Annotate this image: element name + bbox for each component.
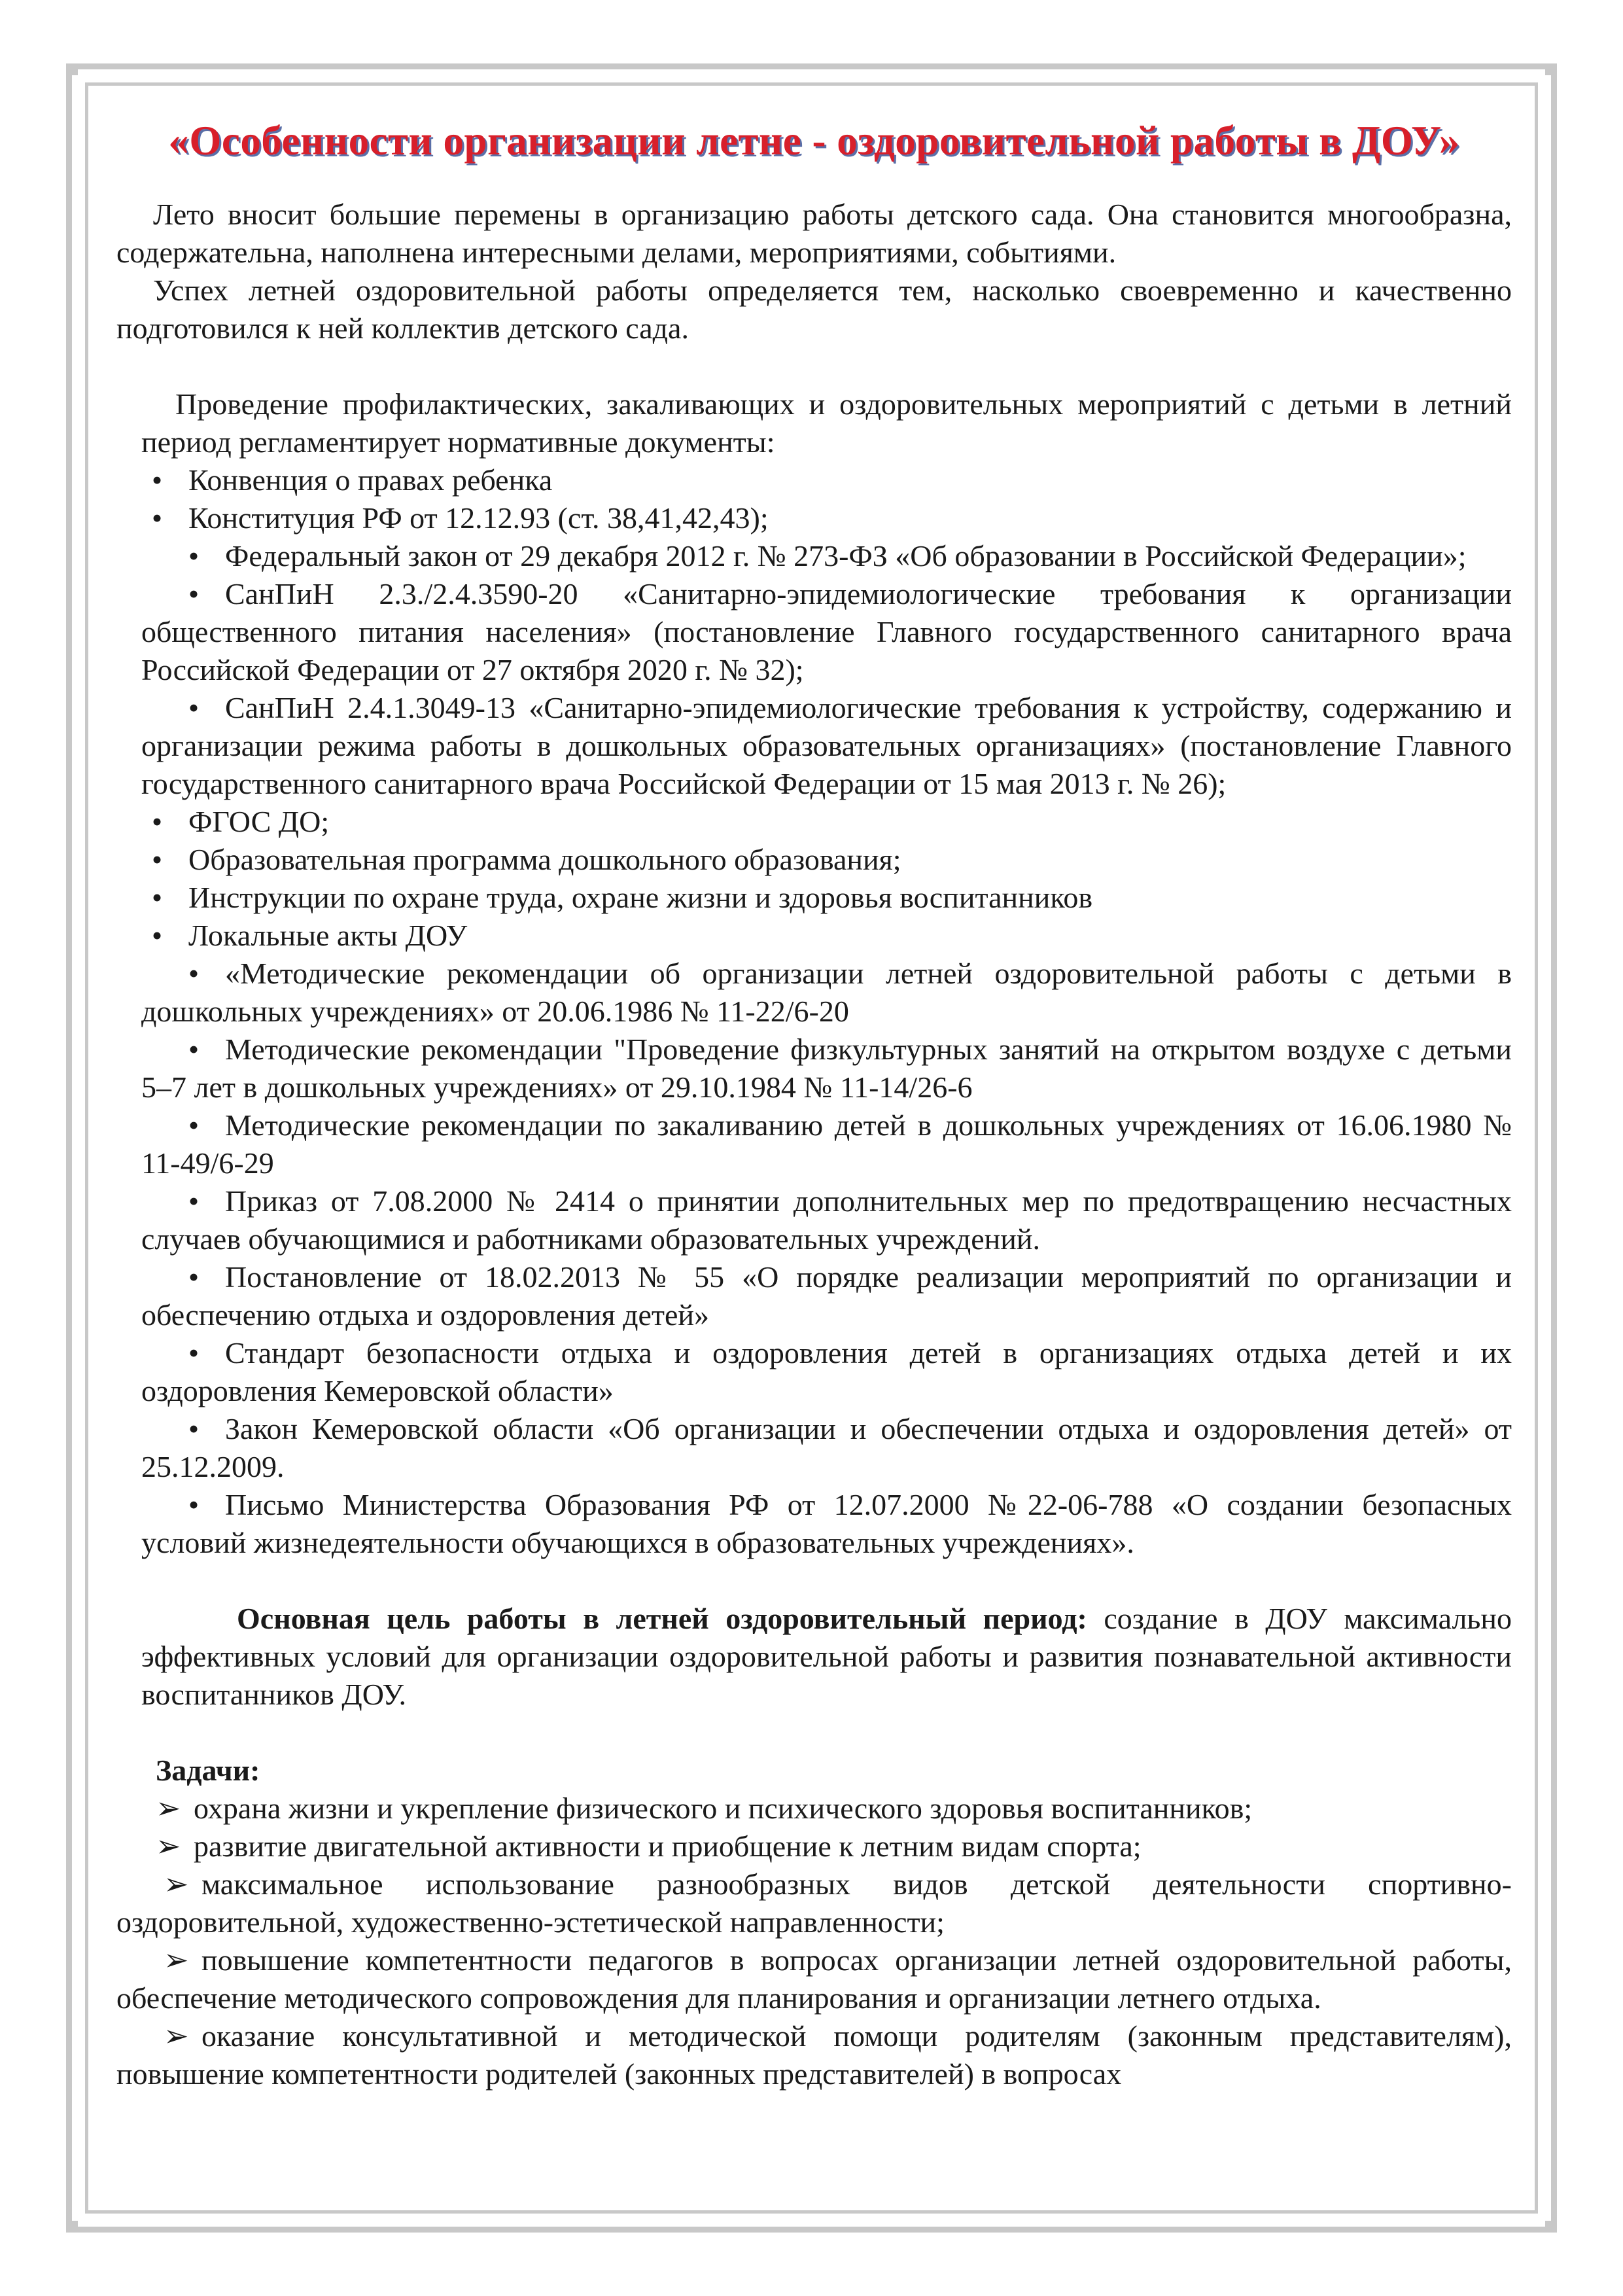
list-item: • Постановление от 18.02.2013 № 55 «О порядке реализации мероприятий по организации и обеспечению отдыха и оздоровления детей» xyxy=(116,1258,1512,1334)
list-item: • Образовательная программа дошкольного образования; xyxy=(116,841,1512,879)
document-title: «Особенности организации летне - оздоровительной работы в ДОУ» xyxy=(168,118,1460,164)
bullet-icon: • xyxy=(188,691,200,724)
documents-intro: Проведение профилактических, закаливающих и оздоровительных мероприятий с детьми в летний период регламентирует нормативные документы: xyxy=(141,387,1512,459)
tasks-heading: Задачи: xyxy=(156,1754,260,1787)
list-item: • Стандарт безопасности отдыха и оздоровления детей в организациях отдыха детей и их оздоровления Кемеровской области» xyxy=(116,1334,1512,1410)
list-item: • Локальные акты ДОУ xyxy=(116,917,1512,955)
bullet-icon: • xyxy=(188,957,200,990)
list-item: • Закон Кемеровской области «Об организации и обеспечении отдыха и оздоровления детей» от 25.12.2009. xyxy=(116,1410,1512,1486)
documents-list xyxy=(116,461,1512,1562)
arrow-bullet-icon: ➢ xyxy=(156,1792,181,1825)
list-item: ➢ охрана жизни и укрепление физического и психического здоровья воспитанников; xyxy=(116,1790,1512,1828)
intro-paragraph: Успех летней оздоровительной работы определяется тем, насколько своевременно и качественно подготовился к ней коллектив детского сада. xyxy=(116,274,1512,345)
bullet-icon: • xyxy=(152,919,163,952)
border-corner xyxy=(1545,63,1557,75)
list-item: ➢ оказание консультативной и методической помощи родителям (законным представителям), повышение компетентности родителей (законных представителей) в вопросах xyxy=(116,2017,1512,2093)
bullet-icon: • xyxy=(188,1260,200,1294)
border-corner xyxy=(66,63,78,75)
list-item: • Федеральный закон от 29 декабря 2012 г. № 273-ФЗ «Об образовании в Российской Федерации»; xyxy=(116,537,1512,575)
list-item: ➢ развитие двигательной активности и приобщение к летним видам спорта; xyxy=(116,1828,1512,1865)
list-item: • Приказ от 7.08.2000 № 2414 о принятии дополнительных мер по предотвращению несчастных случаев обучающимися и работниками образовательных учреждений. xyxy=(116,1182,1512,1258)
tasks-list xyxy=(116,1790,1512,2093)
list-item: • СанПиН 2.3./2.4.3590-20 «Санитарно-эпидемиологические требования к организации общественного питания населения» (постановление Главного государственного санитарного врача Российской Федерации от 27 октября 2020 г. № 32); xyxy=(116,575,1512,689)
list-item: ➢ повышение компетентности педагогов в вопросах организации летней оздоровительной работы, обеспечение методического сопровождения для планирования и организации летнего отдыха. xyxy=(116,1941,1512,2017)
list-item: • Методические рекомендации "Проведение физкультурных занятий на открытом воздухе с детьми 5–7 лет в дошкольных учреждениях» от 29.10.1984 № 11-14/26-6 xyxy=(116,1031,1512,1106)
list-item: • «Методические рекомендации об организации летней оздоровительной работы с детьми в дошкольных учреждениях» от 20.06.1986 № 11-22/6-20 xyxy=(116,955,1512,1031)
goal-label: Основная цель работы в летней оздоровительный период: xyxy=(237,1602,1087,1635)
bullet-icon: • xyxy=(188,1412,200,1445)
goal-paragraph xyxy=(116,1600,1512,1714)
bullet-icon: • xyxy=(152,805,163,838)
list-item: • Письмо Министерства Образования РФ от 12.07.2000 №22-06-788 «О создании безопасных условий жизнедеятельности обучающихся в образовательных учреждениях». xyxy=(116,1486,1512,1562)
arrow-bullet-icon: ➢ xyxy=(164,1943,189,1977)
arrow-bullet-icon: ➢ xyxy=(156,1829,181,1863)
document-body xyxy=(116,115,1512,2093)
bullet-icon: • xyxy=(152,881,163,914)
goal-text: создание в ДОУ максимально эффективных условий для организации оздоровительной работы и развития познавательной активности воспитанников ДОУ. xyxy=(141,1602,1512,1711)
border-corner xyxy=(1545,2221,1557,2233)
list-item: ➢ максимальное использование разнообразных видов детской деятельности спортивно-оздоровительной, художественно-эстетической направленности; xyxy=(116,1865,1512,1941)
bullet-icon: • xyxy=(152,463,163,497)
arrow-bullet-icon: ➢ xyxy=(164,1867,189,1901)
list-item: • Методические рекомендации по закаливанию детей в дошкольных учреждениях от 16.06.1980 № 11-49/6-29 xyxy=(116,1106,1512,1182)
arrow-bullet-icon: ➢ xyxy=(164,2019,189,2053)
bullet-icon: • xyxy=(152,501,163,535)
bullet-icon: • xyxy=(152,843,163,876)
list-item: • Инструкции по охране труда, охране жизни и здоровья воспитанников xyxy=(116,879,1512,917)
bullet-icon: • xyxy=(188,1108,200,1142)
bullet-icon: • xyxy=(188,1488,200,1521)
bullet-icon: • xyxy=(188,1184,200,1218)
border-corner xyxy=(66,2221,78,2233)
intro-paragraph: Лето вносит большие перемены в организацию работы детского сада. Она становится многообразна, содержательна, наполнена интересными делами, мероприятиями, событиями. xyxy=(116,198,1512,269)
list-item: • ФГОС ДО; xyxy=(116,803,1512,841)
list-item: • Конвенция о правах ребенка xyxy=(116,461,1512,499)
list-item: • Конституция РФ от 12.12.93 (ст. 38,41,42,43); xyxy=(116,499,1512,537)
bullet-icon: • xyxy=(188,539,200,573)
bullet-icon: • xyxy=(188,577,200,610)
bullet-icon: • xyxy=(188,1033,200,1066)
list-item: • СанПиН 2.4.1.3049-13 «Санитарно-эпидемиологические требования к устройству, содержанию и организации режима работы в дошкольных образовательных организациях» (постановление Главного государственного санитарного врача Российской Федерации от 15 мая 2013 г. № 26); xyxy=(116,689,1512,803)
bullet-icon: • xyxy=(188,1336,200,1369)
